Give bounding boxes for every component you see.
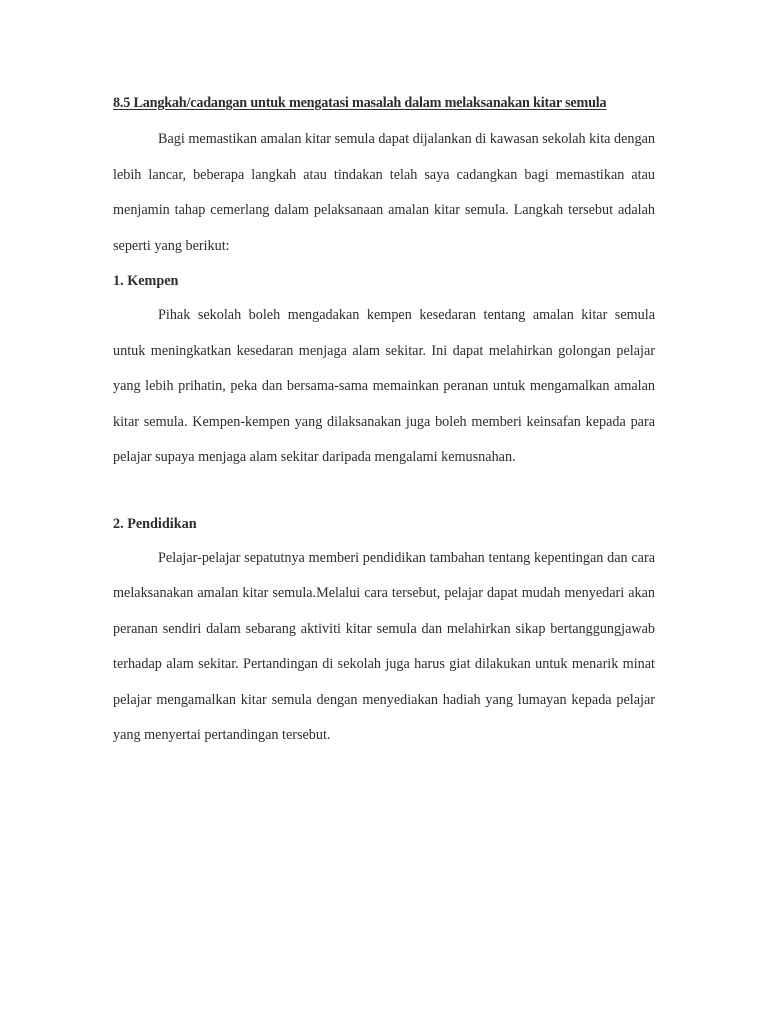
intro-paragraph: Bagi memastikan amalan kitar semula dapat dijalankan di kawasan sekolah kita dengan lebih lancar, beberapa langkah atau tindakan telah saya cadangkan bagi memastikan atau menjamin tahap cemerlang dalam pelaksanaan amalan kitar semula. Langkah tersebut adalah seperti yang berikut: bbox=[113, 131, 655, 254]
paragraph-kempen: Pihak sekolah boleh mengadakan kempen kesedaran tentang amalan kitar semula untuk meningkatkan kesedaran menjaga alam sekitar. Ini dapat melahirkan golongan pelajar yang lebih prihatin, peka dan bersama-sama memainkan peranan untuk mengamalkan amalan kitar semula. Kempen-kempen yang dilaksanakan juga boleh memberi keinsafan kepada para pelajar supaya menjaga alam sekitar daripada mengalami kemusnahan. bbox=[113, 307, 655, 465]
section-title: 8.5 Langkah/cadangan untuk mengatasi masalah dalam melaksanakan kitar semula bbox=[113, 95, 607, 111]
paragraph-pendidikan: Pelajar-pelajar sepatutnya memberi pendidikan tambahan tentang kepentingan dan cara melaksanakan amalan kitar semula.Melalui cara tersebut, pelajar dapat mudah menyedari akan peranan sendiri dalam sebarang aktiviti kitar semula dan melahirkan sikap bertanggungjawab terhadap alam sekitar. Pertandingan di sekolah juga harus giat dilakukan untuk menarik minat pelajar mengamalkan kitar semula dengan menyediakan hadiah yang lumayan kepada pelajar yang menyertai pertandingan tersebut. bbox=[113, 549, 655, 743]
heading-pendidikan: 2. Pendidikan bbox=[113, 515, 197, 532]
heading-kempen: 1. Kempen bbox=[113, 273, 179, 289]
paragraph-spacer bbox=[113, 476, 655, 507]
document-content bbox=[113, 92, 655, 754]
